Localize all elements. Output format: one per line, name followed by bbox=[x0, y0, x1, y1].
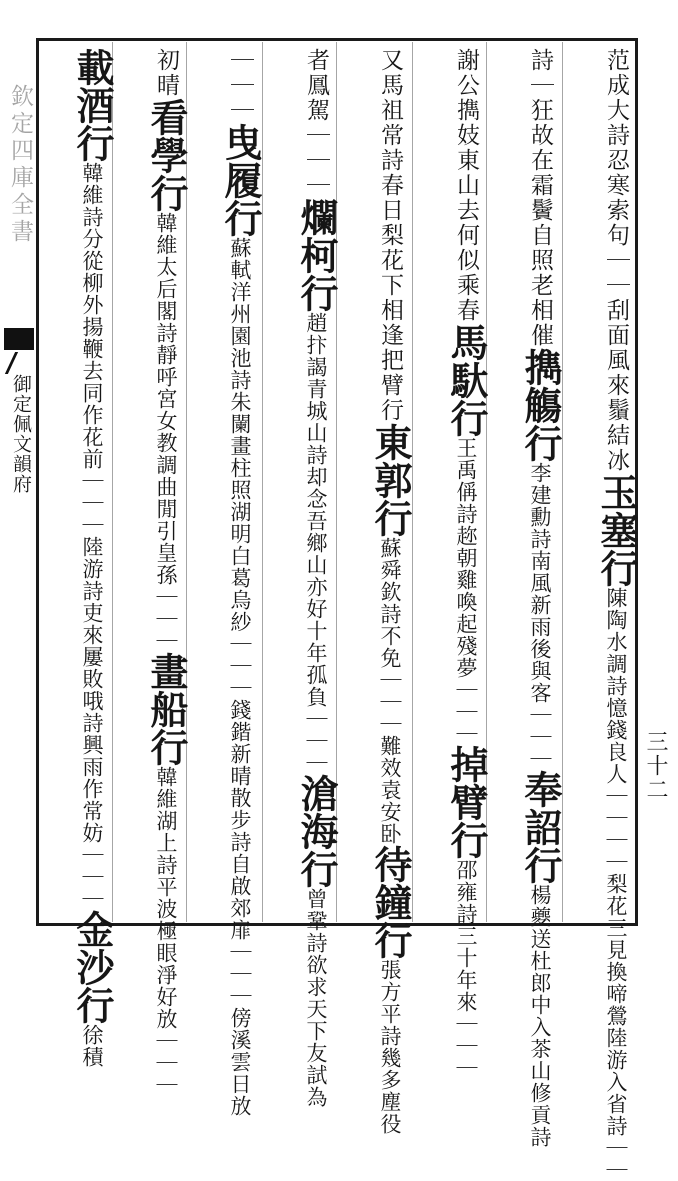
text-column-3 bbox=[416, 48, 489, 1079]
text-column-6 bbox=[190, 48, 263, 1117]
column-text: ｜｜｜ bbox=[227, 48, 253, 123]
column-text: 謝公擕妓東山去何似乘春 bbox=[453, 48, 479, 323]
column-text: 詩｜狂故在霜鬢自照老相催 bbox=[527, 48, 553, 348]
entry-title: 擕觴行 bbox=[518, 348, 563, 462]
entry-title: 看學行 bbox=[144, 98, 189, 212]
entry-title: 滄海行 bbox=[294, 774, 339, 888]
margin-bottom-label: 御定佩文韻府 bbox=[10, 374, 32, 494]
column-rule bbox=[112, 42, 113, 922]
entry-citation: 韓維詩分從柳外揚鞭去同作花前｜｜｜陸游詩吏來屢敗哦詩興雨作常妨｜｜｜ bbox=[80, 162, 104, 910]
entry-citation: 李建勳詩南風新雨後與客｜｜｜ bbox=[528, 462, 552, 770]
fishtail-mark bbox=[4, 328, 34, 350]
entry-title: 馬馱行 bbox=[444, 323, 489, 437]
margin-top-label: 欽定四庫全書 bbox=[7, 84, 33, 246]
column-text: 又馬祖常詩春日梨花下相逢把臂行 bbox=[377, 48, 403, 423]
fishtail-slash bbox=[5, 352, 18, 374]
entry-citation: 韓維太后閣詩靜呼宮女教調曲閒引皇孫｜｜｜ bbox=[154, 212, 178, 652]
top-noise bbox=[0, 0, 678, 30]
entry-title: 爛柯行 bbox=[294, 198, 339, 312]
text-column-5 bbox=[266, 48, 339, 1108]
entry-citation: 趙抃謁青城山詩却念吾鄉山亦好十年孤負｜｜｜ bbox=[304, 312, 328, 774]
margin-strip bbox=[0, 38, 38, 926]
text-column-7 bbox=[116, 48, 189, 1096]
entry-title: 載酒行 bbox=[70, 48, 115, 162]
column-text: 者鳳駕｜｜｜ bbox=[303, 48, 329, 198]
page-number: 三十二 bbox=[643, 730, 668, 802]
entry-title: 曳履行 bbox=[218, 123, 263, 237]
text-column-2 bbox=[490, 48, 563, 1148]
entry-citation: 蘇舜欽詩不免｜｜｜難效袁安卧 bbox=[378, 537, 402, 845]
entry-citation: 張方平詩幾多塵役 bbox=[378, 959, 402, 1135]
entry-title: 待鐘行 bbox=[368, 845, 413, 959]
column-text: 范成大詩忍寒索句｜｜刮面風來鬚結冰 bbox=[603, 48, 629, 473]
text-column-8 bbox=[42, 48, 115, 1068]
entry-citation: 曾鞏詩欲求天下友試為 bbox=[304, 888, 328, 1108]
text-column-4 bbox=[340, 48, 413, 1135]
entry-title: 玉塞行 bbox=[594, 473, 639, 587]
column-text: 初晴 bbox=[153, 48, 179, 98]
entry-citation: 徐積 bbox=[80, 1024, 104, 1068]
entry-title: 掉臂行 bbox=[444, 745, 489, 859]
entry-citation: 陳陶水調詩憶錢良人｜｜｜｜梨花三見換啼鶯陸游入省詩｜｜ bbox=[604, 587, 628, 1181]
entry-citation: 邵雍詩三十年來｜｜｜ bbox=[454, 859, 478, 1079]
entry-title: 奉詔行 bbox=[518, 770, 563, 884]
entry-citation: 韓維湖上詩平波極眼淨好放｜｜｜ bbox=[154, 766, 178, 1096]
entry-citation: 楊夔送杜郎中入茶山修貢詩 bbox=[528, 884, 552, 1148]
entry-title: 畫船行 bbox=[144, 652, 189, 766]
entry-title: 東郭行 bbox=[368, 423, 413, 537]
entry-citation: 蘇軾洋州園池詩朱闌畫柱照湖明白葛烏紗｜｜｜錢鍇新晴散步詩自啟郊扉｜｜｜傍溪雲日放 bbox=[228, 237, 252, 1117]
entry-citation: 王禹偁詩趂朝雞喚起殘夢｜｜｜ bbox=[454, 437, 478, 745]
entry-title: 金沙行 bbox=[70, 910, 115, 1024]
text-column-1 bbox=[566, 48, 639, 1181]
